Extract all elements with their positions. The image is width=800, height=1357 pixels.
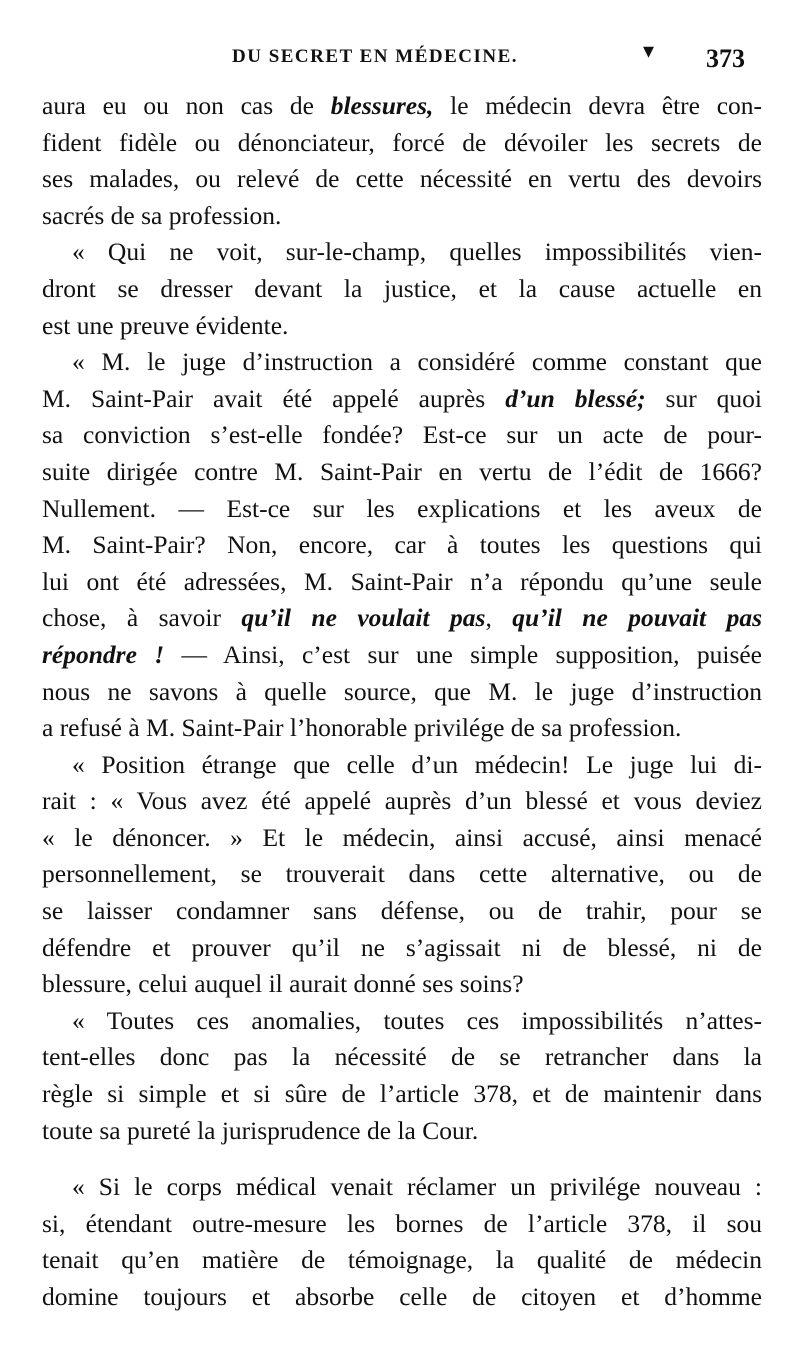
text-line [42, 1279, 762, 1316]
text-line [42, 1113, 762, 1150]
text-line [42, 1206, 762, 1243]
text-segment: « M. le juge d’instruction a considéré comme constant que [72, 347, 762, 377]
text-line [42, 88, 762, 125]
text-segment: règle si simple et si sûre de l’article 378, et de maintenir dans [42, 1079, 762, 1109]
text-line [42, 783, 762, 820]
text-line [42, 271, 762, 308]
text-line [42, 600, 762, 637]
text-line [42, 1039, 762, 1076]
text-segment: aura eu ou non cas de [42, 91, 331, 120]
text-segment: se laisser condamner sans défense, ou de trahir, pour se [42, 896, 762, 926]
text-line [42, 1076, 762, 1113]
text-segment: suite dirigée contre M. Saint-Pair en vertu de l’édit de 1666? [42, 456, 762, 486]
italic-segment: répondre ! [42, 639, 165, 669]
text-segment: sa conviction s’est-elle fondée? Est-ce sur un acte de pour- [42, 420, 762, 450]
text-segment: personnellement, se trouverait dans cette alternative, ou de [42, 859, 762, 889]
text-segment: sacrés de sa profession. [42, 200, 282, 230]
text-line [42, 564, 762, 601]
text-segment: « Si le corps médical venait réclamer un privilége nouveau : [72, 1172, 762, 1202]
page-number: 373 [706, 44, 745, 73]
text-line [42, 527, 762, 564]
text-segment: « le dénoncer. » Et le médecin, ainsi accusé, ainsi menacé [42, 822, 762, 852]
text-segment: tent-elles donc pas la nécessité de se retrancher dans la [42, 1042, 762, 1072]
text-segment: est une preuve évidente. [42, 310, 289, 340]
text-line [42, 1169, 762, 1206]
text-line [42, 747, 762, 784]
italic-segment: qu’il ne pouvait pas [512, 603, 762, 633]
text-segment: tenait qu’en matière de témoignage, la qualité de médecin [42, 1245, 762, 1275]
text-segment: défendre et prouver qu’il ne s’agissait ni de blessé, ni de [42, 932, 762, 962]
text-segment: domine toujours et absorbe celle de citoyen et d’homme [42, 1282, 762, 1311]
text-segment: « Position étrange que celle d’un médecin! Le juge lui di- [72, 749, 762, 779]
text-line [42, 930, 762, 967]
italic-segment: qu’il ne voulait pas [241, 603, 486, 633]
text-segment: blessure, celui auquel il aurait donné ses soins? [42, 969, 524, 999]
text-line [42, 381, 762, 418]
italic-segment: blessures, [330, 91, 434, 120]
text-segment: fident fidèle ou dénonciateur, forcé de dévoiler les secrets de [42, 127, 762, 157]
running-title: DU SECRET EN MÉDECINE. [232, 46, 519, 67]
text-line [42, 454, 762, 491]
text-line [42, 161, 762, 198]
text-line [42, 308, 762, 345]
text-segment: M. Saint-Pair avait été appelé auprès [42, 383, 506, 413]
text-line [42, 637, 762, 674]
page-header [0, 38, 800, 76]
text-segment: toute sa pureté la jurisprudence de la Cour. [42, 1115, 479, 1145]
text-segment: ses malades, ou relevé de cette nécessité en vertu des devoirs [42, 164, 762, 194]
text-line [42, 674, 762, 711]
text-line [42, 1003, 762, 1040]
text-line [42, 820, 762, 857]
text-segment: a refusé à M. Saint-Pair l’honorable privilége de sa profession. [42, 713, 682, 743]
text-segment: — Ainsi, c’est sur une simple supposition, puisée [164, 639, 762, 669]
text-segment: rait : « Vous avez été appelé auprès d’un blessé et vous deviez [42, 786, 762, 816]
text-line [42, 491, 762, 528]
text-line [42, 893, 762, 930]
text-line [42, 125, 762, 162]
text-segment: « Toutes ces anomalies, toutes ces impossibilités n’attes- [72, 1005, 762, 1035]
text-segment: sur quoi [645, 383, 762, 413]
text-line [42, 710, 762, 747]
text-segment: , [485, 603, 513, 633]
text-segment: nous ne savons à quelle source, que M. le juge d’instruction [42, 676, 762, 706]
text-line [42, 198, 762, 235]
text-segment: M. Saint-Pair? Non, encore, car à toutes les questions qui [42, 530, 762, 560]
text-segment: le médecin devra être con- [433, 91, 762, 120]
header-mark: ▾ [643, 38, 655, 63]
text-segment: si, étendant outre-mesure les bornes de l’article 378, il sou [42, 1208, 762, 1238]
text-segment: « Qui ne voit, sur-le-champ, quelles impossibilités vien- [72, 237, 762, 267]
text-line [42, 344, 762, 381]
text-line [42, 966, 762, 1003]
text-line [42, 234, 762, 271]
text-line [42, 856, 762, 893]
body-text [42, 88, 762, 1316]
paragraph-gap [42, 1149, 762, 1169]
text-segment: dront se dresser devant la justice, et la cause actuelle en [42, 273, 762, 303]
text-line [42, 417, 762, 454]
text-line [42, 1242, 762, 1279]
text-segment: Nullement. — Est-ce sur les explications et les aveux de [42, 493, 762, 523]
italic-segment: d’un blessé; [505, 383, 646, 413]
text-segment: chose, à savoir [42, 603, 242, 633]
text-segment: lui ont été adressées, M. Saint-Pair n’a répondu qu’une seule [42, 566, 762, 596]
